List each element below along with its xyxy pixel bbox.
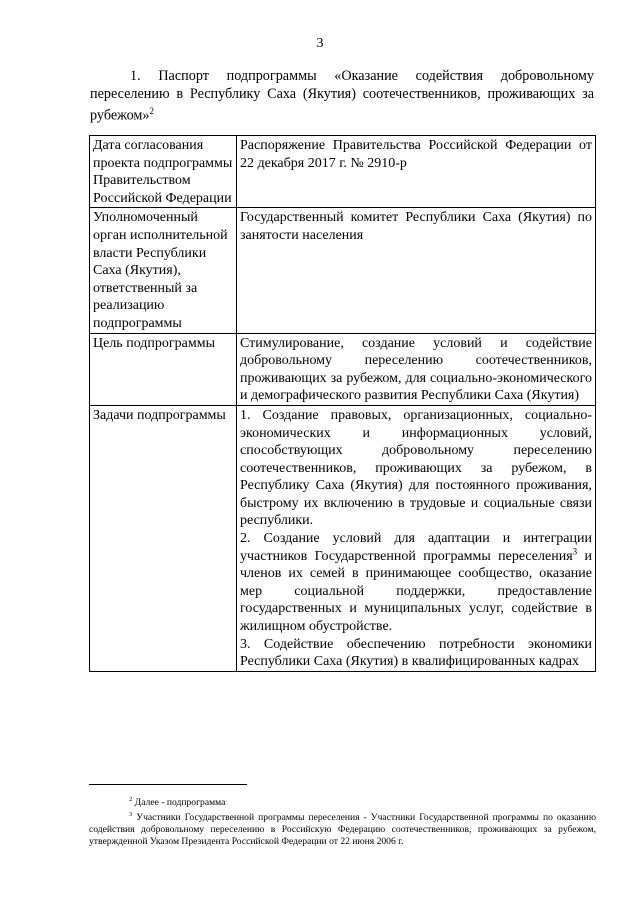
- footnote-ref-3: 3: [572, 546, 578, 556]
- table-row: [90, 333, 596, 405]
- footnote-3-text: Участники Государственной программы переселения - Участники Государственной программы по оказанию содействия добровольному переселению в Российскую Федерацию соотечественников, проживающих за рубежом, утвержденной Указом Президента Российской Федерации от 22 июня 2006 г.: [89, 812, 596, 848]
- table-row: [90, 136, 596, 208]
- task-item-2-text-a: 2. Создание условий для адаптации и интеграции участников Государственной программы переселения: [240, 531, 592, 564]
- row-label-approval-date: Дата согласования проекта подпрограммы Правительством Российской Федерации: [90, 136, 237, 208]
- table-row: [90, 405, 596, 671]
- row-value-goal: Стимулирование, создание условий и содействие добровольному переселению соотечественников, проживающих за рубежом, для социально-экономического и демографического развития Республики Саха (Якутия): [237, 333, 596, 405]
- row-value-authority: Государственный комитет Республики Саха (Якутия) по занятости населения: [237, 208, 596, 333]
- task-item-2: [240, 530, 592, 636]
- task-item-1: 1. Создание правовых, организационных, социально-экономических и информационных условий, способствующих добровольному переселению соотечественников, проживающих за рубежом, в Республику Саха (Якутия) для постоянного проживания, быстрому их включению в трудовые и социальные связи республики.: [240, 407, 592, 529]
- footnotes: [89, 794, 596, 848]
- section-heading-text: 1. Паспорт подпрограммы «Оказание содействия добровольному переселению в Республику Саха (Якутия) соотечественников, проживающих за рубежом»: [90, 68, 594, 124]
- footnote-2: [89, 794, 596, 809]
- row-label-tasks: Задачи подпрограммы: [90, 405, 237, 671]
- passport-table: [89, 135, 596, 672]
- footnote-3-marker: 3: [129, 811, 133, 819]
- table-row: [90, 208, 596, 333]
- row-label-goal: Цель подпрограммы: [90, 333, 237, 405]
- footnote-2-text: Далее - подпрограмма: [132, 797, 226, 809]
- section-heading: [90, 68, 594, 125]
- task-item-2-text-b: и членов их семей в принимающее сообщество, оказание мер социальной поддержки, предоставление государственных и муниципальных услуг, содействие в жилищном обустройстве.: [240, 548, 592, 635]
- page-number: 3: [316, 36, 324, 51]
- footnote-2-marker: 2: [129, 796, 133, 803]
- footnote-3: [89, 809, 596, 848]
- row-value-tasks: [237, 405, 596, 671]
- row-label-authority: Уполномоченный орган исполнительной власти Республики Саха (Якутия), ответственный за реализацию подпрограммы: [90, 208, 237, 333]
- row-value-approval-date: Распоряжение Правительства Российской Федерации от 22 декабря 2017 г. № 2910-р: [237, 136, 596, 208]
- footnote-ref-2: 2: [149, 106, 154, 116]
- footnote-divider: [89, 784, 247, 785]
- task-item-3: 3. Содействие обеспечению потребности экономики Республики Саха (Якутия) в квалифицированных кадрах: [240, 636, 592, 670]
